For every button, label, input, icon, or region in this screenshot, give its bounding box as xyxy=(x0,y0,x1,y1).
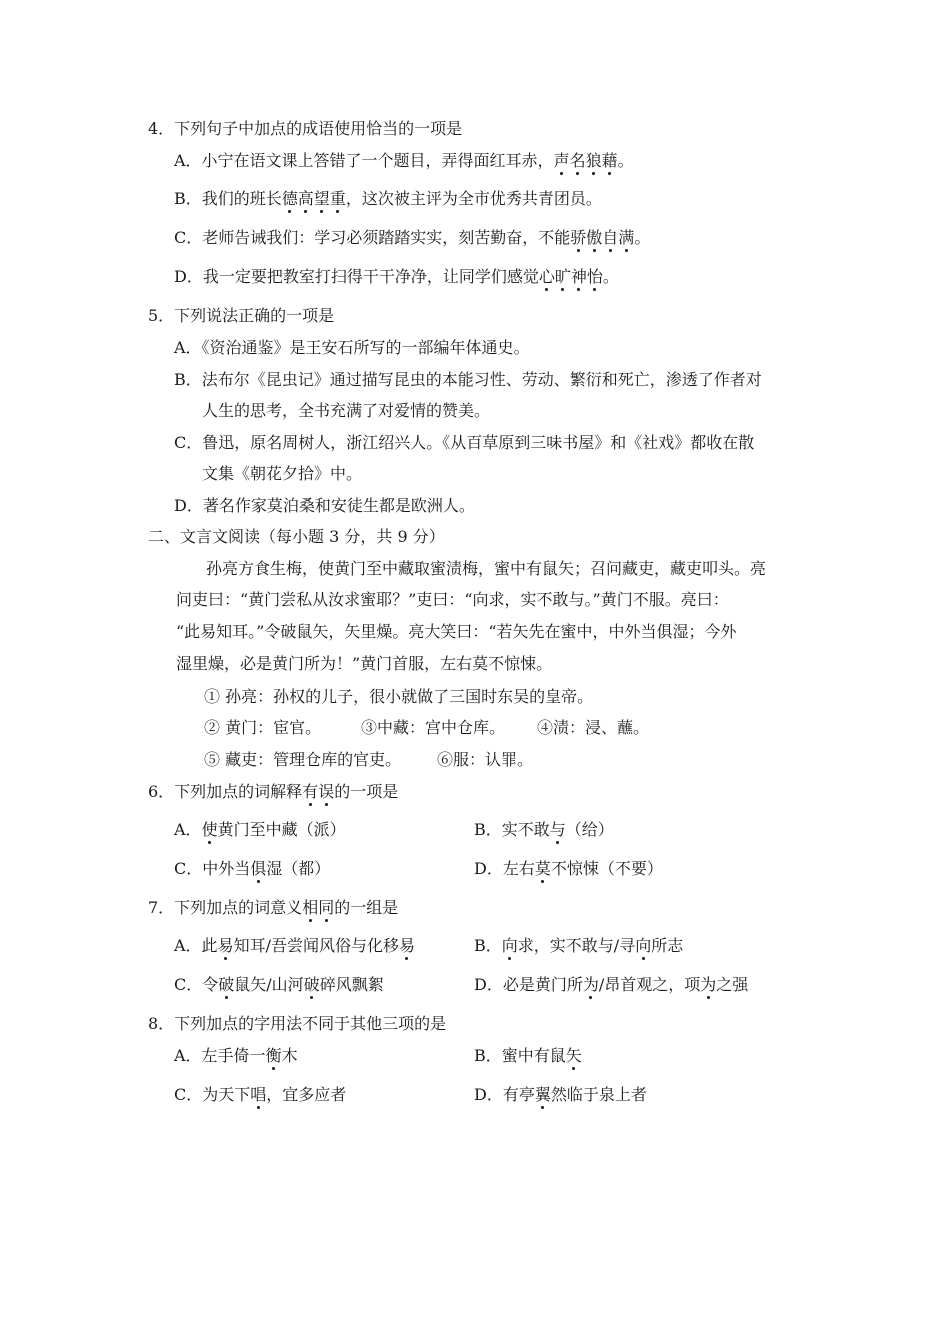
q4-option-c: C．老师告诫我们：学习必须踏踏实实，刻苦勤奋，不能骄傲自满。 xyxy=(174,228,651,247)
emphasis-char: 向 xyxy=(501,936,518,955)
emphasis-char: 藉 xyxy=(601,151,618,170)
note-3: ③中藏：宫中仓库。 xyxy=(361,718,506,737)
q8-option-d: D．有亭翼然临于泉上者 xyxy=(474,1085,647,1104)
emphasis-char: 误 xyxy=(318,782,335,801)
q4-option-a: A．小宁在语文课上答错了一个题目，弄得面红耳赤，声名狼藉。 xyxy=(174,151,634,170)
emphasis-char: 望 xyxy=(313,189,330,208)
emphasis-char: 莫 xyxy=(534,859,551,878)
q6-option-c: C．中外当俱湿（都） xyxy=(174,859,331,878)
note-6: ⑥服：认罪。 xyxy=(437,750,534,769)
note-1: ① 孙亮：孙权的儿子，很小就做了三国时东吴的皇帝。 xyxy=(204,687,594,706)
q5-option-c-cont: 文集《朝花夕拾》中。 xyxy=(202,464,363,483)
emphasis-char: 旷 xyxy=(554,267,571,286)
emphasis-char: 怡 xyxy=(586,267,603,286)
q8-option-b: B．蜜中有鼠矢 xyxy=(474,1046,582,1065)
emphasis-char: 相 xyxy=(302,898,319,917)
emphasis-char: 有 xyxy=(302,782,319,801)
q5-option-c: C．鲁迅，原名周树人，浙江绍兴人。《从百草原到三味书屋》和《社戏》都收在散 xyxy=(174,433,755,452)
q5-option-d: D．著名作家莫泊桑和安徒生都是欧洲人。 xyxy=(174,496,475,515)
q6-option-a: A．使黄门至中藏（派） xyxy=(174,820,346,839)
emphasis-char: 神 xyxy=(570,267,587,286)
note-5: ⑤ 藏吏：管理仓库的官吏。 xyxy=(204,750,402,769)
emphasis-char: 为 xyxy=(700,975,717,994)
emphasis-char: 衡 xyxy=(265,1046,282,1065)
q4-stem: 4．下列句子中加点的成语使用恰当的一项是 xyxy=(148,119,463,138)
emphasis-char: 向 xyxy=(635,936,652,955)
emphasis-char: 心 xyxy=(538,267,555,286)
passage-line-4: 湿里燥，必是黄门所为！”黄门首服，左右莫不惊悚。 xyxy=(176,654,553,673)
q8-stem: 8．下列加点的字用法不同于其他三项的是 xyxy=(148,1014,447,1033)
q5-stem: 5．下列说法正确的一项是 xyxy=(148,306,335,325)
passage-line-2: 问吏曰：“黄门尝私从汝求蜜耶？”吏曰：“向求，实不敢与。”黄门不服。亮曰： xyxy=(176,590,729,609)
emphasis-char: 唱 xyxy=(250,1085,267,1104)
emphasis-char: 同 xyxy=(318,898,335,917)
q5-option-b-cont: 人生的思考，全书充满了对爱情的赞美。 xyxy=(202,401,491,420)
q6-option-b: B．实不敢与（给） xyxy=(474,820,614,839)
q7-option-c: C．令破鼠矢/山河破碎风飘絮 xyxy=(174,975,384,994)
emphasis-char: 满 xyxy=(618,228,635,247)
emphasis-char: 破 xyxy=(218,975,235,994)
emphasis-char: 自 xyxy=(602,228,619,247)
q8-option-c: C．为天下唱，宜多应者 xyxy=(174,1085,347,1104)
q6-stem: 6．下列加点的词解释有误的一项是 xyxy=(148,782,399,801)
q7-option-d: D．必是黄门所为/昂首观之，项为之强 xyxy=(474,975,749,994)
emphasis-char: 德 xyxy=(281,189,298,208)
emphasis-char: 俱 xyxy=(250,859,267,878)
note-2: ② 黄门：宦官。 xyxy=(204,718,322,737)
section-title: 二、文言文阅读（每小题 3 分，共 9 分） xyxy=(148,527,445,546)
q5-option-a: A．《资治通鉴》是王安石所写的一部编年体通史。 xyxy=(174,338,530,357)
q7-stem: 7．下列加点的词意义相同的一组是 xyxy=(148,898,399,917)
note-4: ④渍：浸、蘸。 xyxy=(537,718,650,737)
q4-option-b: B．我们的班长德高望重，这次被主评为全市优秀共青团员。 xyxy=(174,189,602,208)
emphasis-char: 破 xyxy=(303,975,320,994)
q7-option-a: A．此易知耳/吾尝闻风俗与化移易 xyxy=(174,936,415,955)
emphasis-char: 狼 xyxy=(585,151,602,170)
q7-option-b: B．向求，实不敢与/寻向所志 xyxy=(474,936,684,955)
emphasis-char: 与 xyxy=(549,820,566,839)
q6-option-d: D．左右莫不惊悚（不要） xyxy=(474,859,663,878)
emphasis-char: 使 xyxy=(201,820,218,839)
emphasis-char: 易 xyxy=(398,936,415,955)
emphasis-char: 高 xyxy=(297,189,314,208)
q5-option-b: B．法布尔《昆虫记》通过描写昆虫的本能习性、劳动、繁衍和死亡，渗透了作者对 xyxy=(174,370,762,389)
emphasis-char: 为 xyxy=(582,975,599,994)
q8-option-a: A．左手倚一衡木 xyxy=(174,1046,298,1065)
passage-line-1: 孙亮方食生梅，使黄门至中藏取蜜渍梅，蜜中有鼠矢；召问藏吏，藏吏叩头。亮 xyxy=(206,559,767,578)
q4-option-d: D．我一定要把教室打扫得干干净净，让同学们感觉心旷神怡。 xyxy=(174,267,619,286)
emphasis-char: 声 xyxy=(553,151,570,170)
emphasis-char: 骄 xyxy=(570,228,587,247)
emphasis-char: 翼 xyxy=(534,1085,551,1104)
emphasis-char: 矢 xyxy=(565,1046,582,1065)
emphasis-char: 易 xyxy=(217,936,234,955)
emphasis-char: 名 xyxy=(569,151,586,170)
passage-line-3: “此易知耳。”令破鼠矢，矢里燥。亮大笑曰：“若矢先在蜜中，中外当俱湿；今外 xyxy=(176,622,737,641)
emphasis-char: 重 xyxy=(329,189,346,208)
emphasis-char: 傲 xyxy=(586,228,603,247)
